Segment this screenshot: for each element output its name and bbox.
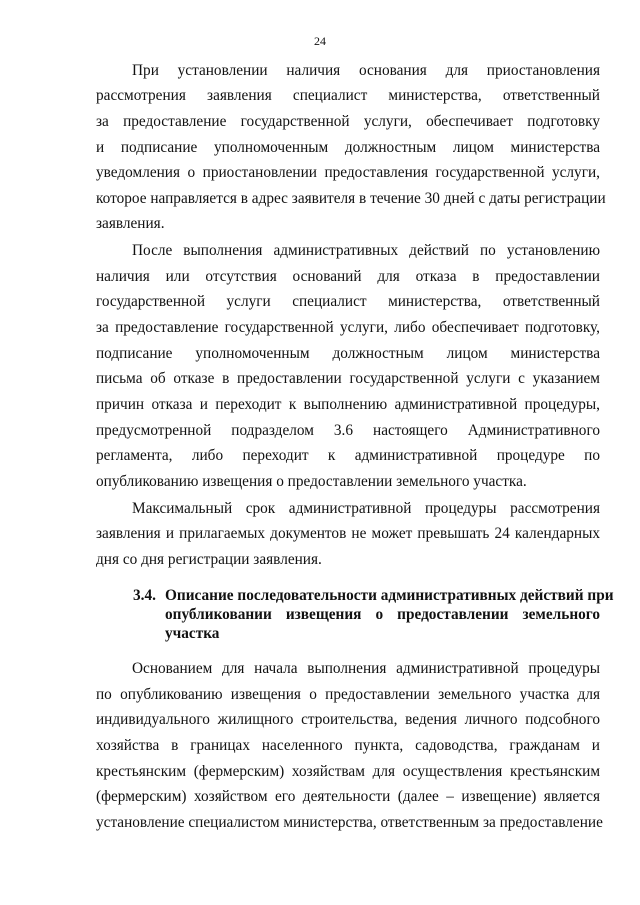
text-line: заявления и прилагаемых документов не может превышать 24 календарных xyxy=(96,525,600,542)
text-line: регламента, либо переходит к административной процедуре по xyxy=(96,447,600,464)
text-line: хозяйства в границах населенного пункта, садоводства, гражданам и xyxy=(96,737,600,754)
section-number: 3.4. xyxy=(133,587,156,604)
text-line: наличия или отсутствия оснований для отказа в предоставлении xyxy=(96,268,600,285)
section-title-line: опубликовании извещения о предоставлении земельного xyxy=(165,606,600,623)
text-line: предусмотренной подразделом 3.6 настоящего Административного xyxy=(96,422,600,439)
text-line: рассмотрения заявления специалист министерства, ответственный xyxy=(96,87,600,104)
text-line: индивидуального жилищного строительства, ведения личного подсобного xyxy=(96,711,600,728)
text-line: опубликованию извещения о предоставлении земельного участка. xyxy=(96,473,527,490)
page-number: 24 xyxy=(314,34,326,48)
section-title-line: участка xyxy=(165,625,220,642)
text-line: которое направляется в адрес заявителя в течение 30 дней с даты регистрации xyxy=(96,190,606,207)
text-line: заявления. xyxy=(96,215,165,232)
text-line: за предоставление государственной услуги, либо обеспечивает подготовку, xyxy=(96,319,600,336)
text-line: установление специалистом министерства, ответственным за предоставление xyxy=(96,814,603,831)
text-line: крестьянским (фермерским) хозяйствам для осуществления крестьянским xyxy=(96,763,600,780)
text-line: письма об отказе в предоставлении государственной услуги с указанием xyxy=(96,370,600,387)
text-line: государственной услуги специалист министерства, ответственный xyxy=(96,293,600,310)
text-line: и подписание уполномоченным должностным лицом министерства xyxy=(96,139,600,156)
text-line: Основанием для начала выполнения административной процедуры xyxy=(132,660,600,677)
text-line: уведомления о приостановлении предоставления государственной услуги, xyxy=(96,164,600,181)
text-line: по опубликованию извещения о предоставлении земельного участка для xyxy=(96,686,600,703)
text-line: подписание уполномоченным должностным лицом министерства xyxy=(96,345,600,362)
text-line: Максимальный срок административной процедуры рассмотрения xyxy=(132,500,600,517)
text-line: (фермерским) хозяйством его деятельности (далее – извещение) является xyxy=(96,788,600,805)
text-line: причин отказа и переходит к выполнению административной процедуры, xyxy=(96,396,600,413)
text-line: После выполнения административных действий по установлению xyxy=(132,242,600,259)
text-line: дня со дня регистрации заявления. xyxy=(96,551,322,568)
text-line: за предоставление государственной услуги, обеспечивает подготовку xyxy=(96,113,600,130)
text-line: При установлении наличия основания для приостановления xyxy=(132,62,600,79)
section-title-line: Описание последовательности административных действий при xyxy=(165,587,614,604)
